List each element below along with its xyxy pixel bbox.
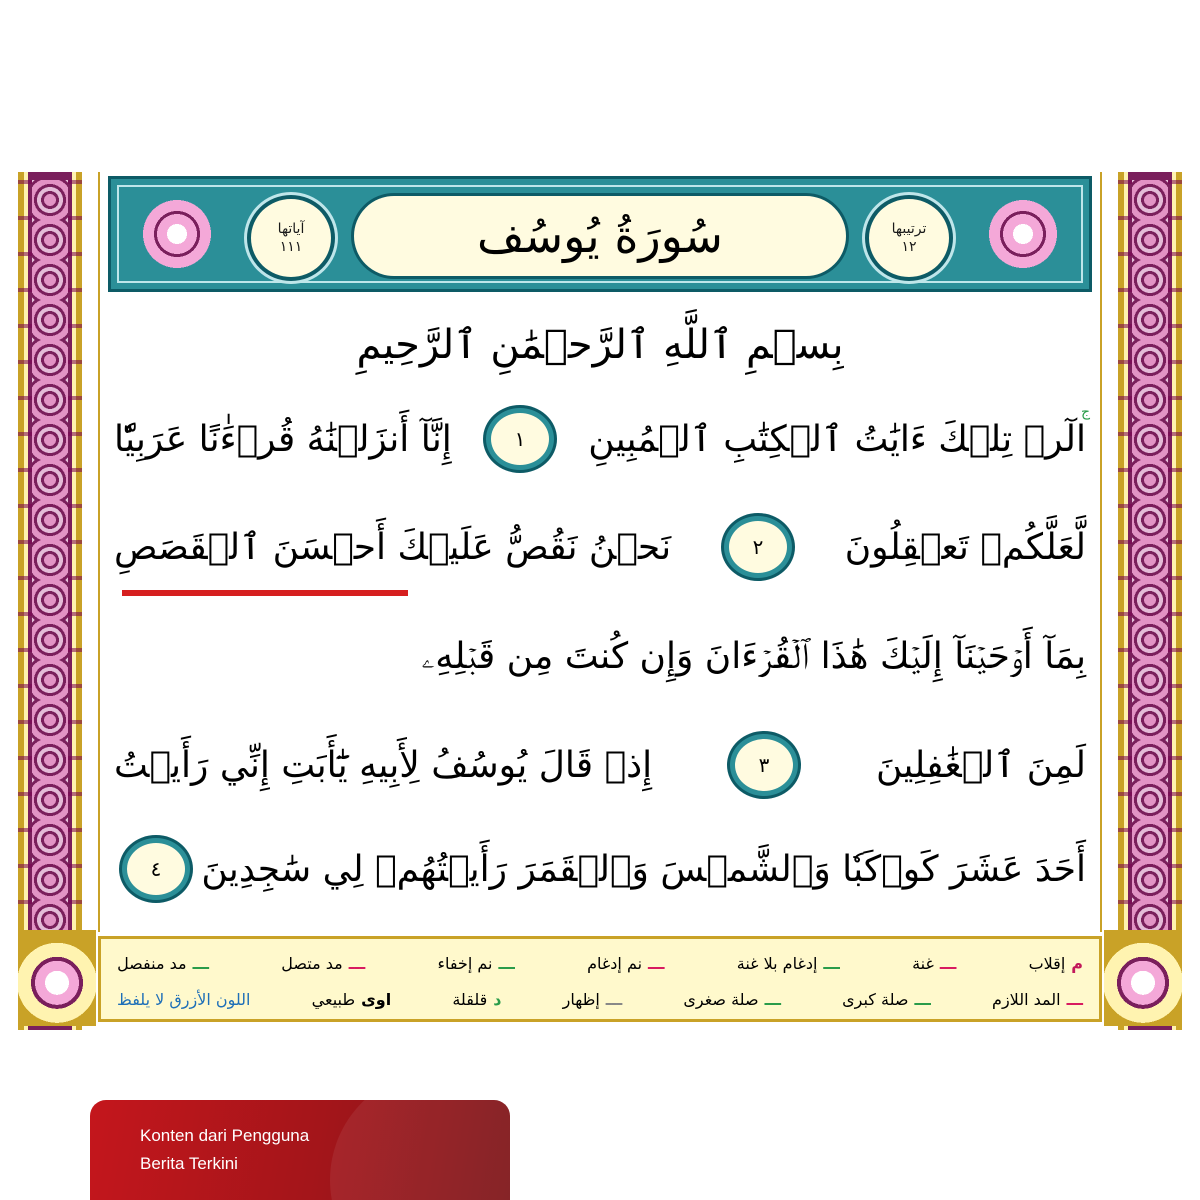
verse-line xyxy=(114,730,1086,800)
surah-order-medallion xyxy=(865,195,953,281)
order-label: ترتيبها xyxy=(891,220,927,237)
order-number: ١٢ xyxy=(901,239,917,255)
legend-item: ـــ نم إدغام xyxy=(587,953,665,973)
floral-ornament-icon xyxy=(973,193,1073,275)
right-ornamental-border xyxy=(1118,172,1182,1030)
ayah-number-marker: ٢ xyxy=(724,516,792,578)
ayah-number-marker: ٤ xyxy=(122,838,190,900)
caption-line-1: Konten dari Pengguna xyxy=(140,1126,310,1145)
page-inner xyxy=(98,172,1102,932)
surah-title: سُورَةُ يُوسُف xyxy=(477,209,723,263)
floral-ornament-icon xyxy=(127,193,227,275)
verses-number: ١١١ xyxy=(279,239,303,255)
verse-text: بِمَآ أَوۡحَيۡنَآ إِلَيۡكَ هَٰذَا ٱلۡقُرۡءَانَ وَإِن كُنتَ مِن قَبۡلِهِۦ xyxy=(421,636,1086,677)
caption-text xyxy=(140,1122,309,1178)
legend-item: اوى طبيعي xyxy=(311,989,392,1009)
verse-text: إِنَّآ أَنزَلۡنَٰهُ قُرۡءَٰنًا عَرَبِيّٗا xyxy=(114,418,452,460)
legend-item: ـــ صلة كبرى xyxy=(842,989,931,1009)
surah-title-box xyxy=(351,193,849,279)
surah-header xyxy=(108,176,1092,292)
verse-text: لَمِنَ ٱلۡغَٰفِلِينَ xyxy=(875,744,1086,786)
caption-line-2: Berita Terkini xyxy=(140,1154,238,1173)
legend-item: ـــ نم إخفاء xyxy=(437,953,515,973)
legend-item: ـــ المد اللازم xyxy=(992,989,1083,1009)
highlight-underline xyxy=(122,590,408,596)
caption-card[interactable] xyxy=(90,1100,510,1200)
verse-text: أَحَدَ عَشَرَ كَوۡكَبٗا وَٱلشَّمۡسَ وَٱلۡقَمَرَ رَأَيۡتُهُمۡ لِي سَٰجِدِينَ xyxy=(201,848,1086,890)
quran-page xyxy=(18,172,1182,1030)
verses-label: آياتها xyxy=(277,220,305,237)
verse-text: نَحۡنُ نَقُصُّ عَلَيۡكَ أَحۡسَنَ ٱلۡقَصَصِ xyxy=(114,526,672,568)
tajwid-legend xyxy=(98,936,1102,1022)
ayah-number-marker: ٣ xyxy=(730,734,798,796)
legend-item: اللون الأزرق لا يلفظ xyxy=(117,989,251,1009)
legend-item: ـــ صلة صغرى xyxy=(683,989,781,1009)
legend-item: ـــ غنة xyxy=(912,953,957,973)
verses-count-medallion xyxy=(247,195,335,281)
left-ornamental-border xyxy=(18,172,82,1030)
ayah-number-marker: ١ xyxy=(486,408,554,470)
basmala: بِسۡمِ ٱللَّهِ ٱلرَّحۡمَٰنِ ٱلرَّحِيمِ xyxy=(356,322,844,368)
verse-text: الٓرۚ تِلۡكَ ءَايَٰتُ ٱلۡكِتَٰبِ ٱلۡمُبِينِ xyxy=(588,418,1086,460)
verse-text: إِذۡ قَالَ يُوسُفُ لِأَبِيهِ يَٰٓأَبَتِ إِنِّي رَأَيۡتُ xyxy=(114,744,653,786)
legend-item: م إقلاب xyxy=(1028,953,1083,973)
corner-ornament-icon xyxy=(18,930,96,1026)
corner-ornament-icon xyxy=(1104,930,1182,1026)
legend-row xyxy=(117,981,1083,1017)
waqf-mark: ج xyxy=(1080,404,1090,420)
legend-row xyxy=(117,945,1083,981)
legend-item: ـــ مد منفصل xyxy=(117,953,210,973)
legend-item: ـــ إظهار xyxy=(562,989,623,1009)
verse-line xyxy=(114,834,1086,904)
verse-line xyxy=(114,404,1086,474)
legend-item: ـــ إدغام بلا غنة xyxy=(736,953,840,973)
verse-line xyxy=(114,512,1086,582)
legend-item: ـــ مد متصل xyxy=(281,953,366,973)
verse-line xyxy=(114,622,1086,692)
verse-text: لَّعَلَّكُمۡ تَعۡقِلُونَ xyxy=(844,526,1086,568)
legend-item: د قلقلة xyxy=(452,989,502,1009)
